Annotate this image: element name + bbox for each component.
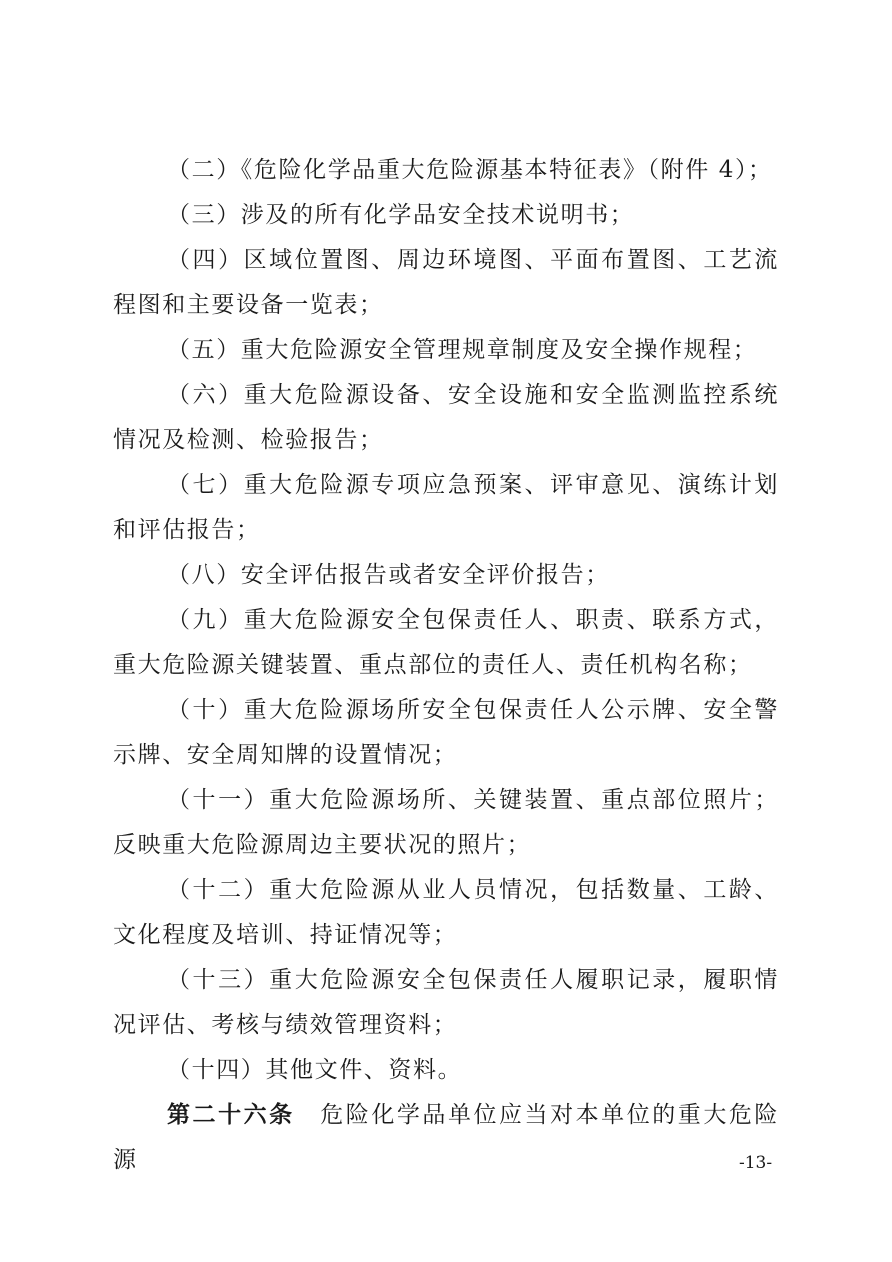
page-number: -13- xyxy=(739,1153,773,1173)
list-item: （四）区域位置图、周边环境图、平面布置图、工艺流程图和主要设备一览表； xyxy=(113,247,779,318)
list-item: （十四）其他文件、资料。 xyxy=(167,1057,463,1083)
list-item: （六）重大危险源设备、安全设施和安全监测监控系统情况及检测、检验报告； xyxy=(113,382,779,453)
article-text: 危险化学品单位应当对本单位的重大危险源 xyxy=(113,1102,779,1173)
list-item: （五）重大危险源安全管理规章制度及安全操作规程； xyxy=(167,337,758,363)
list-item: （十一）重大危险源场所、关键装置、重点部位照片；反映重大危险源周边主要状况的照片； xyxy=(113,787,779,858)
list-item: （九）重大危险源安全包保责任人、职责、联系方式，重大危险源关键装置、重点部位的责任人、责任机构名称； xyxy=(113,607,779,678)
list-item: （三）涉及的所有化学品安全技术说明书； xyxy=(167,202,635,228)
article-number: 第二十六条 xyxy=(167,1102,295,1128)
list-item: （十二）重大危险源从业人员情况，包括数量、工龄、文化程度及培训、持证情况等； xyxy=(113,877,779,948)
list-item: （十）重大危险源场所安全包保责任人公示牌、安全警示牌、安全周知牌的设置情况； xyxy=(113,697,779,768)
list-item: （二）《危险化学品重大危险源基本特征表》（附件 4）； xyxy=(167,157,773,183)
list-item: （七）重大危险源专项应急预案、评审意见、演练计划和评估报告； xyxy=(113,472,779,543)
body-text xyxy=(113,148,779,1183)
list-item: （八）安全评估报告或者安全评价报告； xyxy=(167,562,610,588)
list-item: （十三）重大危险源安全包保责任人履职记录，履职情况评估、考核与绩效管理资料； xyxy=(113,967,779,1038)
article-paragraph xyxy=(113,1093,779,1183)
